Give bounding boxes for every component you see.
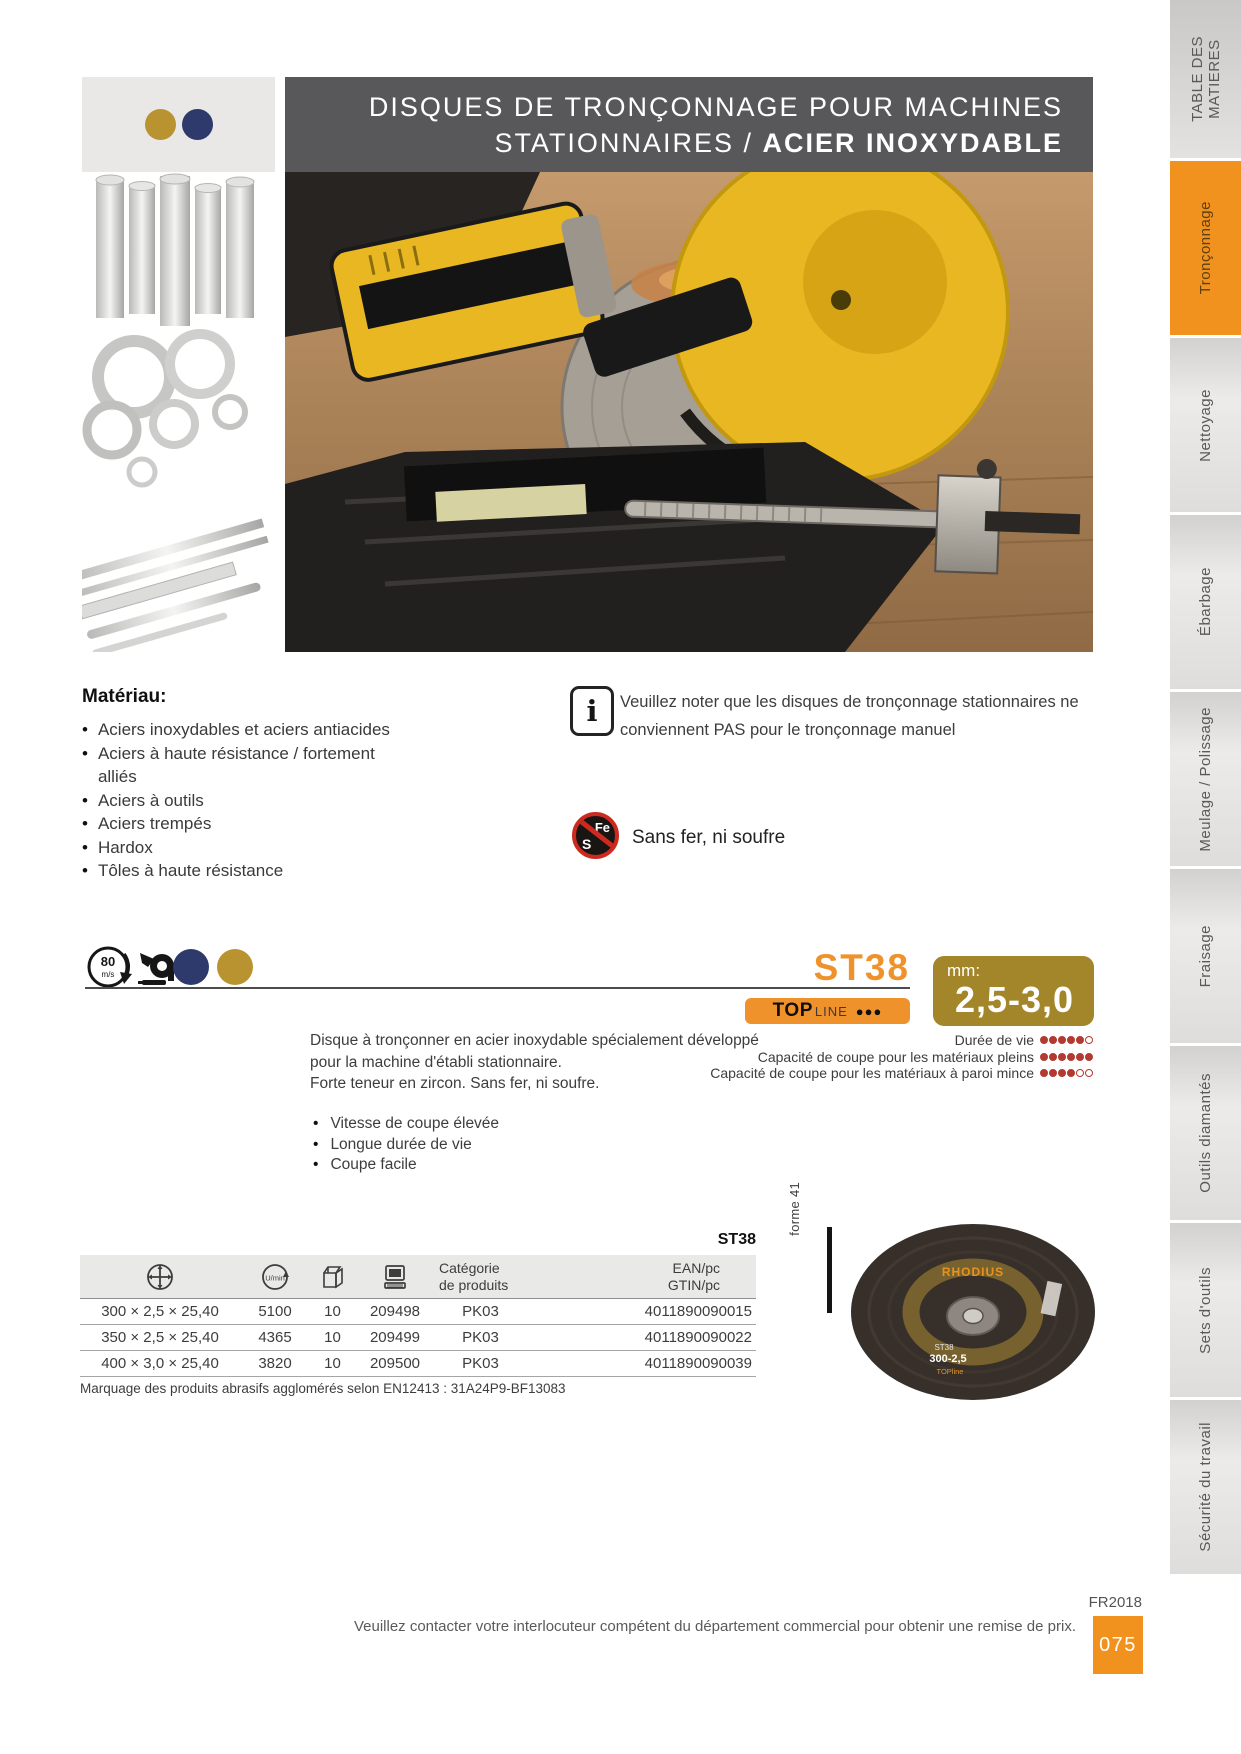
table-footnote: Marquage des produits abrasifs agglomérés selon EN12413 : 31A24P9-BF13083 — [80, 1381, 566, 1396]
thickness-badge: mm: 2,5-3,0 — [933, 956, 1094, 1026]
rating-dot-filled — [1040, 1053, 1048, 1061]
forme-label: forme 41 — [787, 1182, 802, 1236]
rating-dot-filled — [1067, 1036, 1075, 1044]
page-number: 075 — [1093, 1616, 1143, 1674]
rating-dot-empty — [1085, 1036, 1093, 1044]
rating-dot-filled — [1085, 1053, 1093, 1061]
svg-text:U/min: U/min — [265, 1273, 285, 1282]
rating-dot-filled — [1058, 1069, 1066, 1077]
svg-text:m/s: m/s — [101, 970, 115, 979]
feature-list — [313, 1114, 499, 1176]
rating-dot-empty — [1076, 1069, 1084, 1077]
sidebar-item-table-des-matieres[interactable] — [1170, 0, 1241, 158]
rating-dots — [1040, 1036, 1093, 1044]
rating-section — [660, 1033, 1093, 1083]
column-categorie: Catégorie de produits — [439, 1259, 509, 1293]
item-number-icon — [355, 1262, 435, 1292]
table-row: 400 × 3,0 × 25,40 3820 10 209500 PK03 4011890090039 — [80, 1351, 756, 1377]
material-dot-gold-icon — [217, 949, 253, 985]
no-iron-sulfur-label: Sans fer, ni soufre — [632, 827, 786, 848]
rating-dot-filled — [1040, 1036, 1048, 1044]
package-icon — [310, 1263, 355, 1291]
rating-dot-filled — [1076, 1036, 1084, 1044]
svg-text:TOPline: TOPline — [936, 1367, 964, 1376]
page-title — [285, 77, 1093, 172]
list-item: • Aciers inoxydables et aciers antiacides — [82, 720, 390, 739]
table-row: 350 × 2,5 × 25,40 4365 10 209499 PK03 4011890090022 — [80, 1325, 756, 1351]
brand-dots-box — [82, 77, 275, 172]
svg-text:80: 80 — [100, 954, 116, 969]
materiau-section — [82, 686, 412, 883]
info-note: Veuillez noter que les disques de tronçonnage stationnaires ne conviennent PAS pour le tronçonnage manuel — [620, 693, 1079, 739]
page-title-line1: DISQUES DE TRONÇONNAGE POUR MACHINES — [368, 91, 1063, 122]
rating-row: Durée de vie — [660, 1033, 1093, 1049]
sidebar-item-outils-diamantes[interactable]: Outils diamantés — [1170, 1046, 1241, 1220]
column-ean-gtin: EAN/pc GTIN/pc — [667, 1259, 720, 1293]
rating-dot-filled — [1058, 1036, 1066, 1044]
catalog-edition: FR2018 — [1088, 1594, 1142, 1611]
page-title-line2: STATIONNAIRES / ACIER INOXYDABLE — [494, 127, 1063, 158]
info-icon: i — [570, 686, 614, 736]
materiau-heading: Matériau: — [82, 686, 167, 707]
cutting-disc-photo — [848, 1222, 1098, 1402]
list-item: • Aciers trempés — [82, 814, 212, 833]
product-table — [80, 1255, 756, 1377]
rating-dot-filled — [1049, 1036, 1057, 1044]
table-row: 300 × 2,5 × 25,40 5100 10 209498 PK03 4011890090015 — [80, 1299, 756, 1325]
list-item: • Vitesse de coupe élevée — [313, 1115, 500, 1132]
sidebar-item-tronconnage[interactable]: Tronçonnage — [1170, 161, 1241, 335]
svg-text:ST38: ST38 — [934, 1343, 954, 1352]
sidebar-item-meulage-polissage[interactable]: Meulage / Polissage — [1170, 692, 1241, 866]
svg-text:300-2,5: 300-2,5 — [929, 1353, 967, 1365]
rating-dot-filled — [1049, 1053, 1057, 1061]
rating-dot-filled — [1067, 1069, 1075, 1077]
rating-dot-filled — [1040, 1069, 1048, 1077]
rating-dots — [1040, 1069, 1093, 1077]
rpm-icon — [240, 1262, 310, 1292]
brand-dot-gold-icon — [145, 109, 176, 140]
list-item: • Longue durée de vie — [313, 1135, 472, 1153]
topline-badge: TOP LINE ●●● — [745, 998, 910, 1024]
sidebar-item-label: TABLE DES MATIERES — [1188, 36, 1223, 122]
brand-dot-navy-icon — [182, 109, 213, 140]
sidebar-item-nettoyage[interactable]: Nettoyage — [1170, 338, 1241, 512]
rating-row: Capacité de coupe pour les matériaux à paroi mince — [660, 1066, 1093, 1082]
forme-bar — [827, 1227, 832, 1313]
rating-row: Capacité de coupe pour les matériaux pleins — [660, 1050, 1093, 1066]
steel-tubes-photo — [82, 172, 275, 652]
table-header — [80, 1255, 756, 1299]
sidebar-item-securite-du-travail[interactable]: Sécurité du travail — [1170, 1400, 1241, 1574]
sidebar-item-ebarbage[interactable]: Ébarbage — [1170, 515, 1241, 689]
rating-dot-filled — [1058, 1053, 1066, 1061]
rating-dot-filled — [1067, 1053, 1075, 1061]
footer-note: Veuillez contacter votre interlocuteur compétent du département commercial pour obtenir une remise de prix. — [353, 1618, 1076, 1635]
list-item: • Aciers à haute résistance / fortement alliés — [82, 743, 375, 786]
rating-dot-filled — [1049, 1069, 1057, 1077]
rating-dot-filled — [1076, 1053, 1084, 1061]
dimensions-icon — [80, 1262, 240, 1292]
list-item: • Coupe facile — [313, 1156, 417, 1173]
material-dot-navy-icon — [173, 949, 209, 985]
list-item: • Hardox — [82, 837, 153, 857]
materiau-list — [82, 718, 412, 883]
no-iron-sulfur-icon: Fe S — [572, 812, 619, 859]
list-item: • Aciers à outils — [82, 790, 204, 810]
svg-text:RHODIUS: RHODIUS — [941, 1265, 1005, 1279]
product-code: ST38 — [813, 947, 910, 988]
list-item: • Tôles à haute résistance — [82, 861, 284, 880]
rating-dots — [1040, 1053, 1093, 1061]
sidebar — [1170, 0, 1241, 1574]
sidebar-item-sets-doutils[interactable]: Sets d'outils — [1170, 1223, 1241, 1397]
max-speed-icon — [86, 944, 134, 990]
main-photo-chop-saw — [285, 172, 1093, 652]
sidebar-item-fraisage[interactable]: Fraisage — [1170, 869, 1241, 1043]
product-description: Disque à tronçonner en acier inoxydable spécialement développé pour la machine d'établi stationnaire. Forte teneur en zircon. Sans fer, ni soufre. — [310, 1032, 759, 1092]
rating-dot-empty — [1085, 1069, 1093, 1077]
table-product-code: ST38 — [717, 1231, 756, 1248]
